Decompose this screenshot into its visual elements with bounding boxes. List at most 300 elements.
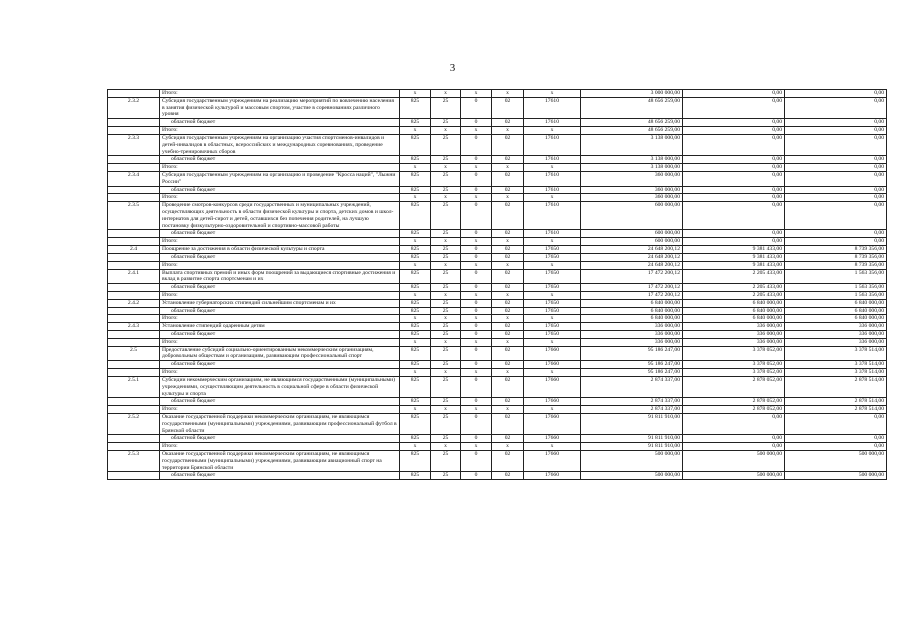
amount-year-3: 3 378 514,00 (785, 346, 887, 361)
amount-year-3: 6 840 000,00 (785, 315, 887, 323)
code-target: 17660 (524, 413, 581, 434)
code-target: x (524, 369, 581, 377)
code-section: x (431, 369, 461, 377)
code-target: x (524, 443, 581, 451)
amount-year-1: 3 138 000,00 (581, 164, 683, 172)
code-grbs: 825 (400, 156, 431, 164)
code-section: x (431, 406, 461, 414)
code-target: x (524, 261, 581, 269)
code-subsection-a: 0 (461, 269, 492, 284)
amount-year-2: 2 878 052,00 (683, 376, 785, 397)
item-name: Итого: (160, 261, 400, 269)
amount-year-3: 0,00 (785, 230, 887, 238)
total-row (108, 443, 887, 451)
code-grbs: 825 (400, 134, 431, 155)
item-number (108, 315, 160, 323)
code-subsection-b: x (492, 443, 524, 451)
amount-year-1: 360 000,00 (581, 194, 683, 202)
amount-year-1: 3 000 000,00 (581, 90, 683, 98)
program-item-row (108, 171, 887, 186)
item-name: Субсидия государственным учреждениям на реализацию мероприятий по вовлечению населения в занятия физической культурой и массовым спортом, участие в соревнованиях различного уровня (160, 97, 400, 118)
amount-year-3: 500 000,00 (785, 451, 887, 472)
amount-year-3: 2 878 514,00 (785, 406, 887, 414)
code-grbs: x (400, 338, 431, 346)
amount-year-2: 500 000,00 (683, 472, 785, 480)
amount-year-3: 1 563 356,00 (785, 284, 887, 292)
item-name: Итого: (160, 369, 400, 377)
amount-year-1: 3 138 000,00 (581, 156, 683, 164)
amount-year-1: 3 138 000,00 (581, 134, 683, 155)
amount-year-2: 0,00 (683, 119, 785, 127)
item-number (108, 284, 160, 292)
program-item-row (108, 346, 887, 361)
item-name: Выплата спортивных премий и иных форм поощрений за выдающиеся спортивные достижения и вклад в развитие спорта спортсменам и их (160, 269, 400, 284)
code-section: 25 (431, 435, 461, 443)
amount-year-3: 0,00 (785, 164, 887, 172)
code-subsection-b: x (492, 406, 524, 414)
code-subsection-b: x (492, 338, 524, 346)
amount-year-2: 0,00 (683, 171, 785, 186)
amount-year-1: 2 874 337,00 (581, 376, 683, 397)
amount-year-1: 2 874 337,00 (581, 398, 683, 406)
code-grbs: 825 (400, 435, 431, 443)
code-grbs: 825 (400, 246, 431, 254)
item-number: 2.4 (108, 246, 160, 254)
code-target: 17650 (524, 307, 581, 315)
amount-year-3: 0,00 (785, 435, 887, 443)
item-number: 2.5.1 (108, 376, 160, 397)
item-name: областной бюджет (160, 361, 400, 369)
code-section: 25 (431, 398, 461, 406)
program-item-row (108, 202, 887, 230)
code-subsection-a: x (461, 406, 492, 414)
item-name: Оказание государственной поддержки некоммерческим организациям, не являющимся государственными (муниципальными) учреждениями, развивающим авиационный спорт на территории Брянской области (160, 451, 400, 472)
total-row (108, 90, 887, 98)
code-subsection-b: 02 (492, 119, 524, 127)
code-grbs: 825 (400, 230, 431, 238)
code-subsection-b: 02 (492, 435, 524, 443)
item-name: областной бюджет (160, 435, 400, 443)
code-subsection-b: 02 (492, 299, 524, 307)
code-subsection-b: 02 (492, 398, 524, 406)
code-grbs: 825 (400, 186, 431, 194)
amount-year-2: 2 205 433,00 (683, 269, 785, 284)
item-number (108, 331, 160, 339)
amount-year-2: 3 378 052,00 (683, 361, 785, 369)
code-target: 17610 (524, 202, 581, 230)
amount-year-1: 600 000,00 (581, 238, 683, 246)
item-name: Установление стипендий одаренным детям (160, 323, 400, 331)
code-subsection-a: 0 (461, 299, 492, 307)
amount-year-2: 0,00 (683, 186, 785, 194)
code-grbs: x (400, 406, 431, 414)
amount-year-3: 336 000,00 (785, 331, 887, 339)
code-target: 17610 (524, 134, 581, 155)
code-section: 25 (431, 202, 461, 230)
code-subsection-b: x (492, 261, 524, 269)
code-subsection-b: x (492, 127, 524, 135)
amount-year-1: 91 811 910,00 (581, 443, 683, 451)
code-subsection-a: 0 (461, 186, 492, 194)
amount-year-2: 0,00 (683, 164, 785, 172)
item-number (108, 443, 160, 451)
amount-year-1: 95 186 247,00 (581, 369, 683, 377)
code-section: 25 (431, 307, 461, 315)
amount-year-1: 48 656 259,00 (581, 119, 683, 127)
code-subsection-a: 0 (461, 134, 492, 155)
budget-table-body (108, 90, 887, 480)
code-target: x (524, 127, 581, 135)
item-number (108, 164, 160, 172)
item-name: областной бюджет (160, 230, 400, 238)
item-name: областной бюджет (160, 331, 400, 339)
amount-year-3: 0,00 (785, 134, 887, 155)
code-section: x (431, 127, 461, 135)
item-name: областной бюджет (160, 186, 400, 194)
code-grbs: 825 (400, 398, 431, 406)
amount-year-3: 8 739 356,00 (785, 246, 887, 254)
code-grbs: 825 (400, 171, 431, 186)
item-name: областной бюджет (160, 253, 400, 261)
item-name: Субсидии некоммерческим организациям, не являющимся государственными (муниципальными) учреждениями, осуществляющим деятельность в социальной сфере в области физической культуры и спорта (160, 376, 400, 397)
amount-year-3: 336 000,00 (785, 323, 887, 331)
code-subsection-a: 0 (461, 97, 492, 118)
item-name: Итого: (160, 315, 400, 323)
code-subsection-b: 02 (492, 97, 524, 118)
code-grbs: x (400, 164, 431, 172)
total-row (108, 338, 887, 346)
code-target: 17660 (524, 451, 581, 472)
item-number: 2.3.4 (108, 171, 160, 186)
amount-year-3: 500 000,00 (785, 472, 887, 480)
amount-year-3: 3 378 514,00 (785, 361, 887, 369)
code-target: 17610 (524, 156, 581, 164)
amount-year-2: 3 378 052,00 (683, 369, 785, 377)
amount-year-2: 0,00 (683, 134, 785, 155)
amount-year-1: 336 000,00 (581, 323, 683, 331)
code-section: 25 (431, 361, 461, 369)
program-item-row (108, 376, 887, 397)
budget-source-row (108, 284, 887, 292)
code-subsection-b: 02 (492, 269, 524, 284)
amount-year-3: 2 878 514,00 (785, 398, 887, 406)
total-row (108, 261, 887, 269)
item-number (108, 119, 160, 127)
amount-year-2: 336 000,00 (683, 323, 785, 331)
code-target: 17650 (524, 246, 581, 254)
amount-year-2: 336 000,00 (683, 331, 785, 339)
code-subsection-b: 02 (492, 253, 524, 261)
code-target: 17650 (524, 253, 581, 261)
code-subsection-a: 0 (461, 361, 492, 369)
code-section: 25 (431, 299, 461, 307)
code-grbs: 825 (400, 346, 431, 361)
item-number: 2.4.2 (108, 299, 160, 307)
code-grbs: 825 (400, 269, 431, 284)
code-target: 17660 (524, 346, 581, 361)
code-subsection-a: 0 (461, 376, 492, 397)
amount-year-2: 0,00 (683, 238, 785, 246)
budget-source-row (108, 307, 887, 315)
total-row (108, 315, 887, 323)
program-item-row (108, 299, 887, 307)
code-subsection-a: x (461, 194, 492, 202)
amount-year-3: 1 563 356,00 (785, 269, 887, 284)
code-subsection-a: x (461, 315, 492, 323)
code-section: x (431, 261, 461, 269)
amount-year-2: 2 878 052,00 (683, 406, 785, 414)
budget-source-row (108, 186, 887, 194)
item-name: Итого: (160, 291, 400, 299)
code-subsection-a: x (461, 443, 492, 451)
code-target: x (524, 406, 581, 414)
item-name: Предоставление субсидий социально-ориентированным некоммерческим организациям, добровольным обществам и организациям, развивающим профессиональный спорт (160, 346, 400, 361)
amount-year-1: 95 186 247,00 (581, 346, 683, 361)
code-subsection-a: x (461, 338, 492, 346)
code-section: x (431, 164, 461, 172)
code-subsection-b: 02 (492, 284, 524, 292)
item-name: областной бюджет (160, 398, 400, 406)
amount-year-1: 17 472 200,12 (581, 284, 683, 292)
code-target: 17650 (524, 284, 581, 292)
code-subsection-b: 02 (492, 134, 524, 155)
item-number (108, 398, 160, 406)
code-section: 25 (431, 171, 461, 186)
total-row (108, 194, 887, 202)
program-item-row (108, 413, 887, 434)
amount-year-3: 0,00 (785, 194, 887, 202)
amount-year-3: 0,00 (785, 97, 887, 118)
code-section: 25 (431, 134, 461, 155)
amount-year-3: 1 563 356,00 (785, 291, 887, 299)
budget-table (107, 89, 887, 480)
item-name: Итого: (160, 90, 400, 98)
amount-year-2: 0,00 (683, 127, 785, 135)
item-number (108, 406, 160, 414)
item-name: Проведение смотров-конкурсов среди государственных и муниципальных учреждений, осуществляющих деятельность в области физической культуры и спорта, детских домов и школ-интернатов для детей-сирот и детей, оставшихся без попечения родителей, на лучшую постановку физкультурно-оздоровительной и спортивно-массовой работы (160, 202, 400, 230)
amount-year-2: 2 878 052,00 (683, 398, 785, 406)
amount-year-1: 6 840 000,00 (581, 315, 683, 323)
code-grbs: 825 (400, 307, 431, 315)
code-subsection-b: 02 (492, 230, 524, 238)
item-number (108, 194, 160, 202)
code-subsection-b: 02 (492, 246, 524, 254)
amount-year-1: 600 000,00 (581, 202, 683, 230)
code-target: x (524, 90, 581, 98)
amount-year-1: 24 648 200,12 (581, 246, 683, 254)
code-subsection-a: x (461, 164, 492, 172)
code-subsection-a: x (461, 261, 492, 269)
code-target: 17650 (524, 331, 581, 339)
amount-year-2: 500 000,00 (683, 451, 785, 472)
code-subsection-b: 02 (492, 472, 524, 480)
code-grbs: x (400, 369, 431, 377)
item-number: 2.3.3 (108, 134, 160, 155)
code-section: x (431, 443, 461, 451)
amount-year-1: 336 000,00 (581, 331, 683, 339)
code-subsection-a: 0 (461, 119, 492, 127)
amount-year-1: 48 656 259,00 (581, 127, 683, 135)
code-grbs: x (400, 127, 431, 135)
code-grbs: 825 (400, 202, 431, 230)
code-target: 17610 (524, 119, 581, 127)
amount-year-1: 360 000,00 (581, 186, 683, 194)
code-section: 25 (431, 246, 461, 254)
amount-year-3: 0,00 (785, 127, 887, 135)
amount-year-3: 0,00 (785, 119, 887, 127)
code-grbs: 825 (400, 376, 431, 397)
code-section: 25 (431, 284, 461, 292)
amount-year-1: 24 648 200,12 (581, 261, 683, 269)
amount-year-3: 0,00 (785, 156, 887, 164)
code-section: x (431, 194, 461, 202)
code-grbs: 825 (400, 253, 431, 261)
amount-year-2: 0,00 (683, 97, 785, 118)
budget-source-row (108, 331, 887, 339)
code-grbs: 825 (400, 323, 431, 331)
code-grbs: 825 (400, 331, 431, 339)
code-subsection-a: 0 (461, 435, 492, 443)
code-target: 17650 (524, 299, 581, 307)
amount-year-1: 336 000,00 (581, 338, 683, 346)
item-name: Оказание государственной поддержки некоммерческим организациям, не являющимся государственными (муниципальными) учреждениями, развивающим профессиональный футбол в Брянской области (160, 413, 400, 434)
item-number (108, 261, 160, 269)
amount-year-3: 0,00 (785, 186, 887, 194)
budget-source-row (108, 435, 887, 443)
code-subsection-a: 0 (461, 202, 492, 230)
code-grbs: 825 (400, 97, 431, 118)
total-row (108, 291, 887, 299)
code-section: 25 (431, 97, 461, 118)
code-subsection-b: 02 (492, 171, 524, 186)
code-subsection-b: 02 (492, 451, 524, 472)
code-grbs: 825 (400, 119, 431, 127)
code-subsection-b: 02 (492, 376, 524, 397)
item-number: 2.3.5 (108, 202, 160, 230)
program-item-row (108, 246, 887, 254)
amount-year-1: 360 000,00 (581, 171, 683, 186)
item-number (108, 291, 160, 299)
amount-year-1: 2 874 337,00 (581, 406, 683, 414)
total-row (108, 238, 887, 246)
code-grbs: 825 (400, 451, 431, 472)
item-number (108, 435, 160, 443)
amount-year-1: 6 840 000,00 (581, 299, 683, 307)
budget-source-row (108, 119, 887, 127)
code-grbs: x (400, 291, 431, 299)
code-subsection-a: 0 (461, 451, 492, 472)
code-target: 17650 (524, 269, 581, 284)
budget-source-row (108, 361, 887, 369)
item-name: Установление губернаторских стипендий сильнейшим спортсменам и их (160, 299, 400, 307)
item-name: Итого: (160, 443, 400, 451)
item-number (108, 127, 160, 135)
code-grbs: 825 (400, 413, 431, 434)
code-subsection-a: 0 (461, 398, 492, 406)
code-target: x (524, 315, 581, 323)
code-section: 25 (431, 346, 461, 361)
amount-year-2: 3 378 052,00 (683, 346, 785, 361)
code-section: 25 (431, 472, 461, 480)
amount-year-1: 600 000,00 (581, 230, 683, 238)
code-grbs: x (400, 194, 431, 202)
code-section: 25 (431, 323, 461, 331)
code-target: x (524, 194, 581, 202)
item-number: 2.4.3 (108, 323, 160, 331)
code-subsection-a: 0 (461, 307, 492, 315)
item-number (108, 230, 160, 238)
code-grbs: x (400, 443, 431, 451)
amount-year-3: 8 739 356,00 (785, 261, 887, 269)
code-subsection-b: x (492, 164, 524, 172)
amount-year-3: 0,00 (785, 413, 887, 434)
amount-year-2: 6 840 000,00 (683, 315, 785, 323)
code-grbs: x (400, 261, 431, 269)
item-number: 2.5 (108, 346, 160, 361)
program-item-row (108, 134, 887, 155)
code-subsection-b: x (492, 315, 524, 323)
code-target: 17610 (524, 171, 581, 186)
amount-year-3: 6 840 000,00 (785, 299, 887, 307)
item-number (108, 186, 160, 194)
amount-year-3: 0,00 (785, 171, 887, 186)
code-grbs: 825 (400, 361, 431, 369)
amount-year-2: 2 205 433,00 (683, 291, 785, 299)
code-target: 17610 (524, 230, 581, 238)
item-name: Поощрение за достижения в области физической культуры и спорта (160, 246, 400, 254)
code-subsection-b: x (492, 194, 524, 202)
code-section: 25 (431, 269, 461, 284)
item-name: Итого: (160, 194, 400, 202)
amount-year-2: 9 381 433,00 (683, 253, 785, 261)
amount-year-2: 0,00 (683, 413, 785, 434)
total-row (108, 127, 887, 135)
code-subsection-b: 02 (492, 361, 524, 369)
amount-year-1: 24 648 200,12 (581, 253, 683, 261)
code-section: 25 (431, 331, 461, 339)
page-number: 3 (449, 62, 456, 74)
code-section: 25 (431, 413, 461, 434)
code-subsection-a: x (461, 90, 492, 98)
code-subsection-a: 0 (461, 323, 492, 331)
amount-year-2: 0,00 (683, 202, 785, 230)
amount-year-2: 0,00 (683, 230, 785, 238)
code-target: 17660 (524, 435, 581, 443)
code-target: 17650 (524, 323, 581, 331)
amount-year-1: 17 472 200,12 (581, 269, 683, 284)
item-number (108, 369, 160, 377)
code-subsection-a: 0 (461, 413, 492, 434)
code-subsection-b: x (492, 291, 524, 299)
code-subsection-a: 0 (461, 346, 492, 361)
item-number (108, 90, 160, 98)
budget-source-row (108, 253, 887, 261)
code-target: 17660 (524, 472, 581, 480)
item-number (108, 238, 160, 246)
code-subsection-b: 02 (492, 307, 524, 315)
code-target: 17610 (524, 97, 581, 118)
amount-year-2: 9 381 433,00 (683, 246, 785, 254)
code-section: x (431, 238, 461, 246)
amount-year-1: 6 840 000,00 (581, 307, 683, 315)
amount-year-3: 0,00 (785, 443, 887, 451)
code-section: 25 (431, 156, 461, 164)
amount-year-2: 6 840 000,00 (683, 307, 785, 315)
amount-year-1: 95 186 247,00 (581, 361, 683, 369)
code-subsection-a: x (461, 369, 492, 377)
code-target: 17660 (524, 398, 581, 406)
code-subsection-a: 0 (461, 331, 492, 339)
